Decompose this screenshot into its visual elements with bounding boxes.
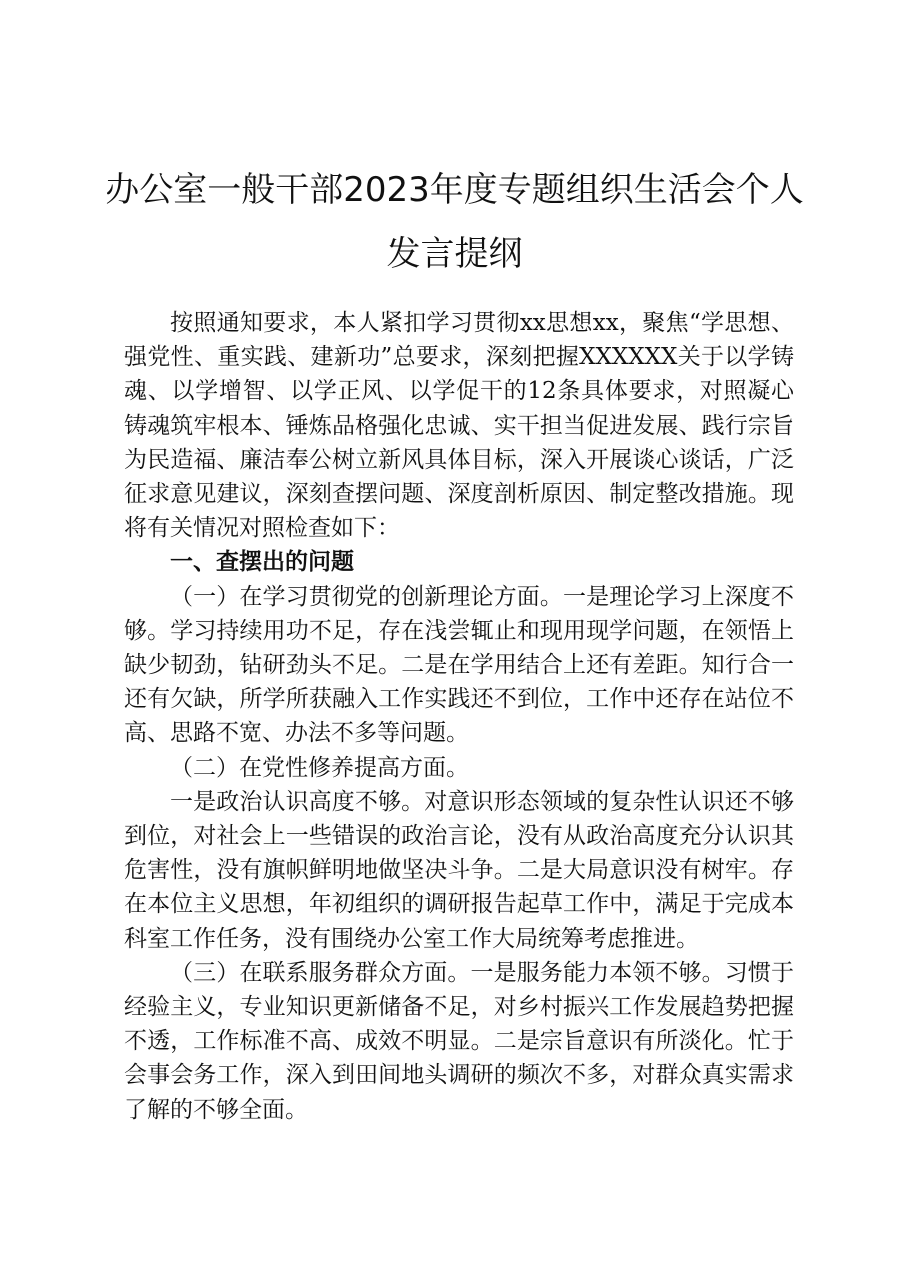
intro-paragraph: 按照通知要求，本人紧扣学习贯彻xx思想xx，聚焦“学思想、强党性、重实践、建新功”总要求，深刻把握XXXXXX关于以学铸魂、以学增智、以学正风、以学促干的12条具体要求，对照凝心铸魂筑牢根本、锤炼品格强化忠诚、实干担当促进发展、践行宗旨为民造福、廉洁奉公树立新风具体目标，深入开展谈心谈话，广泛征求意见建议，深刻查摆问题、深度剖析原因、制定整改措施。现将有关情况对照检查如下： <box>124 310 794 542</box>
party-spirit-paragraph: 一是政治认识高度不够。对意识形态领域的复杂性认识还不够到位，对社会上一些错误的政治言论，没有从政治高度充分认识其危害性，没有旗帜鲜明地做坚决斗争。二是大局意识没有树牢。存在本位主义思想，年初组织的调研报告起草工作中，满足于完成本科室工作任务，没有围绕办公室工作大局统筹考虑推进。 <box>124 788 794 952</box>
subsection-theory-paragraph: （一）在学习贯彻党的创新理论方面。一是理论学习上深度不够。学习持续用功不足，存在浅尝辄止和现用现学问题，在领悟上缺少韧劲，钻研劲头不足。二是在学用结合上还有差距。知行合一还有欠缺，所学所获融入工作实践还不到位，工作中还存在站位不高、思路不宽、办法不多等问题。 <box>124 583 794 747</box>
section-heading: 一、查摆出的问题 <box>170 549 354 576</box>
subsection-masses-paragraph: （三）在联系服务群众方面。一是服务能力本领不够。习惯于经验主义，专业知识更新储备不足，对乡村振兴工作发展趋势把握不透，工作标准不高、成效不明显。二是宗旨意识有所淡化。忙于会事会务工作，深入到田间地头调研的频次不多，对群众真实需求了解的不够全面。 <box>124 959 794 1123</box>
subsection-party-spirit-heading: （二）在党性修养提高方面。 <box>170 754 469 781</box>
document-title: 办公室一般干部2023年度专题组织生活会个人发言提纲 <box>105 170 804 274</box>
document-body <box>124 306 794 1127</box>
